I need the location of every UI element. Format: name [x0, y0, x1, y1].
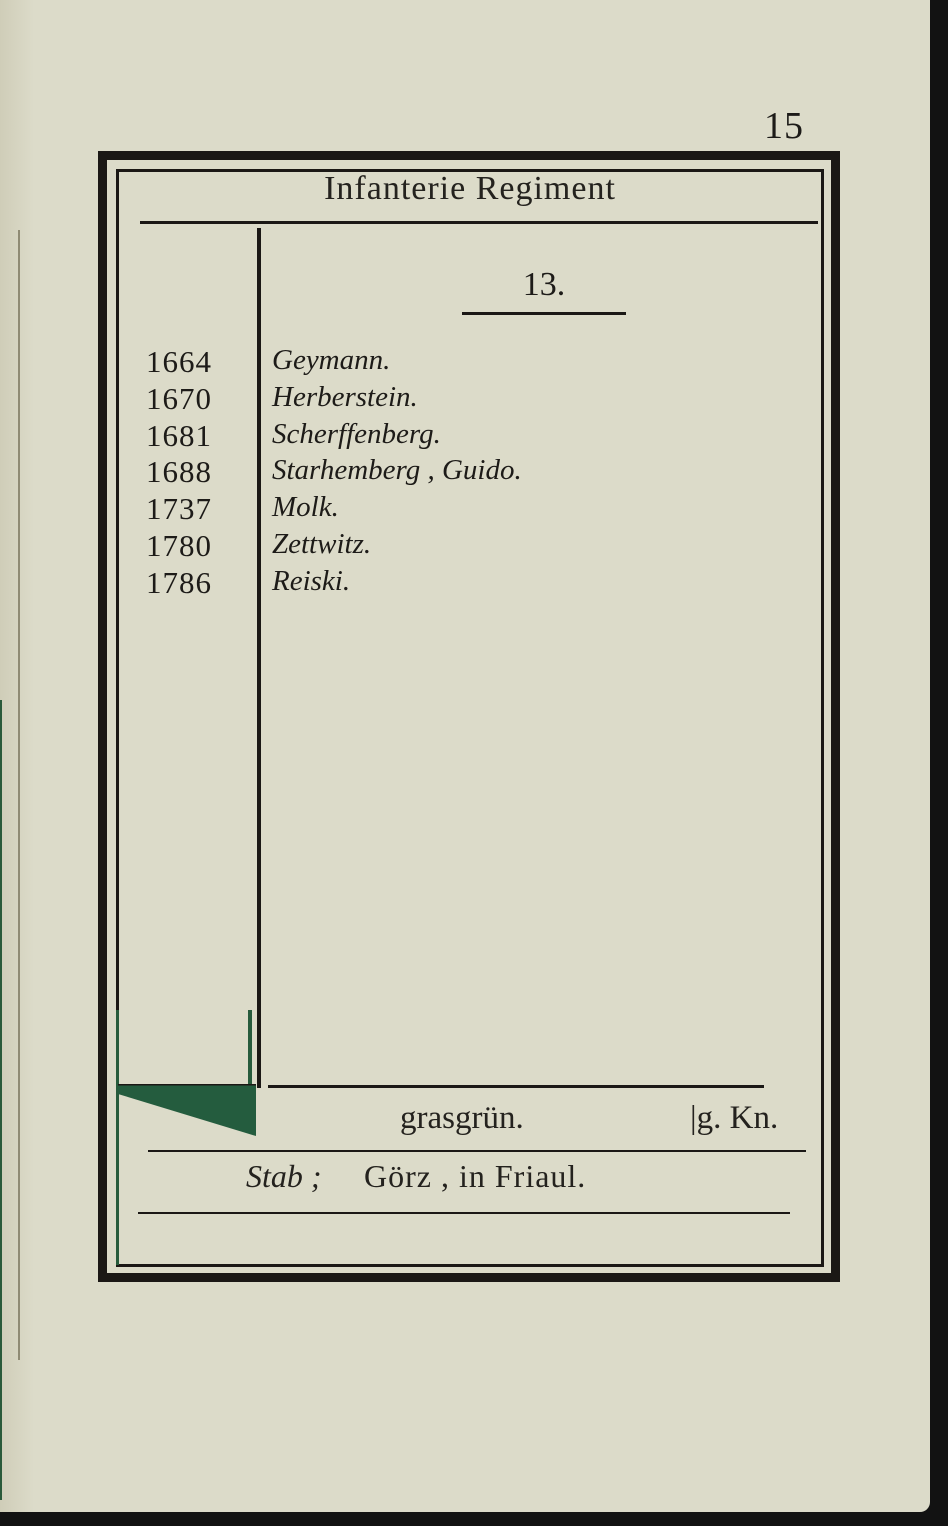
entry-name: Starhemberg , Guido.	[272, 454, 522, 487]
spine-line	[18, 230, 20, 1360]
stab-row-rule-bottom	[138, 1212, 790, 1214]
green-color-strip	[116, 1010, 119, 1265]
stab-row-rule-top	[148, 1150, 806, 1152]
facing-color-text: grasgrün.	[400, 1100, 524, 1136]
entry-name: Scherffenberg.	[272, 417, 441, 450]
title-rule-right	[262, 221, 818, 224]
facing-color-swatch	[118, 1084, 256, 1136]
entry-name: Molk.	[272, 491, 339, 524]
color-row-rule	[268, 1085, 764, 1088]
stab-label: Stab ;	[246, 1158, 322, 1194]
entry-year: 1688	[146, 454, 212, 490]
entry-name: Zettwitz.	[272, 527, 372, 560]
entry-name: Reiski.	[272, 564, 351, 597]
green-page-edge	[0, 700, 2, 1500]
table-title: Infanterie Regiment	[324, 170, 616, 207]
page-number: 15	[764, 105, 804, 147]
green-divider-strip	[248, 1010, 252, 1086]
entry-year: 1681	[146, 417, 212, 453]
entry-year: 1780	[146, 527, 212, 563]
entry-name: Herberstein.	[272, 380, 418, 413]
entry-year: 1670	[146, 380, 212, 416]
spine-shadow	[0, 0, 34, 1512]
title-rule-left	[140, 221, 262, 224]
year-column-divider	[257, 228, 261, 1088]
entry-year: 1786	[146, 564, 212, 600]
entry-year: 1664	[146, 344, 212, 379]
uniform-detail-text: |g. Kn.	[690, 1100, 779, 1136]
number-underline	[462, 312, 626, 315]
stab-location: Görz , in Friaul.	[364, 1158, 587, 1194]
entry-name: Geymann.	[272, 344, 391, 376]
regiment-number: 13.	[522, 266, 566, 303]
entry-year: 1737	[146, 491, 212, 527]
